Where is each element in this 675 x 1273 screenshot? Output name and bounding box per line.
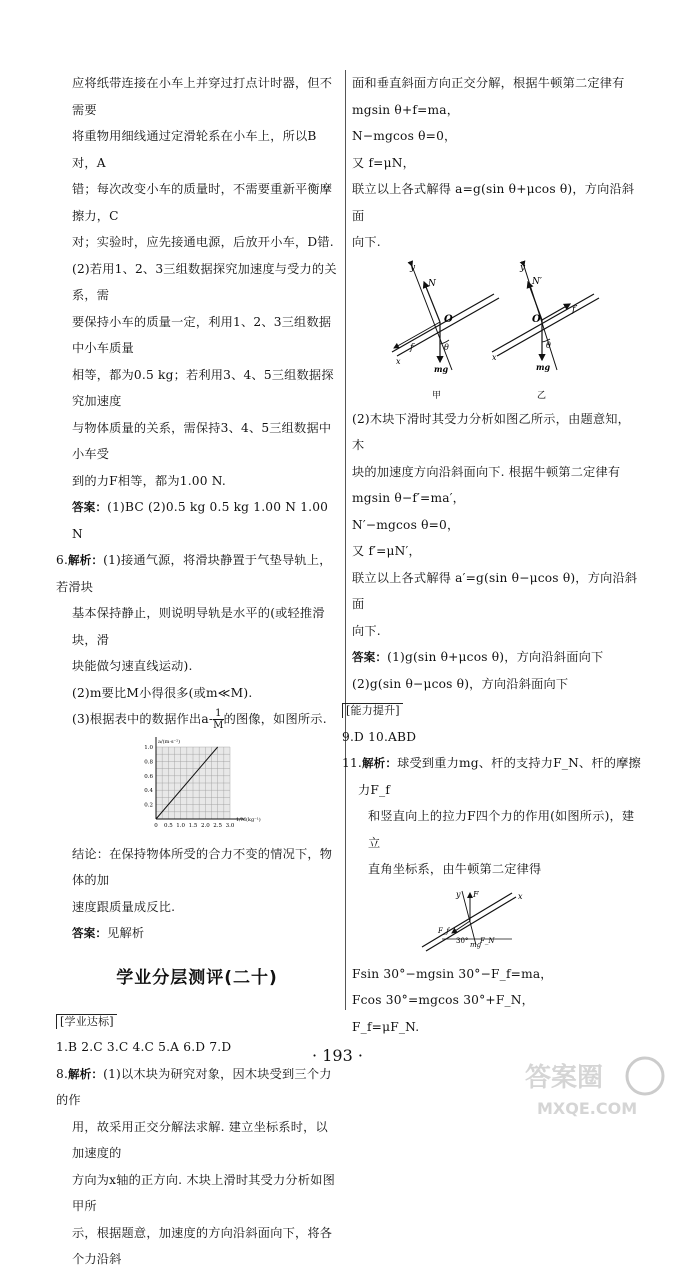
text-line: 示，根据题意，加速度的方向沿斜面向下，将各个力沿斜 [72,1225,333,1266]
x-tick-label: 1.0 [176,822,186,829]
a-vs-inverse-mass-chart [56,735,338,835]
force-label-f-prime: f′ [572,304,578,315]
y-axis-label: y [456,889,461,899]
equation: N−mgcos θ=0， [352,129,457,143]
text-line: 联立以上各式解得 a′=g(sin θ−μcos θ)，方向沿斜面 [352,570,638,611]
text-line: 错；每次改变小车的质量时，不需要重新平衡摩擦力，C [72,182,333,223]
analysis-label: 解析： [361,756,398,770]
text-line: (2)m要比M小得很多(或m≪M). [72,685,253,700]
answer-text: 见解析 [107,926,145,940]
force-label-mg: mg [470,940,482,949]
text: (1)以木块为研究对象，因木块受到三个力的作 [56,1066,332,1107]
text-line: 联立以上各式解得 a=g(sin θ+μcos θ)，方向沿斜面 [352,182,635,223]
figure-caption-jia: 甲 [432,390,442,401]
q8-number: 8. [56,1066,69,1081]
force-label-f: F [473,889,479,899]
force-diagram-q11 [352,887,642,957]
origin-label: O [532,313,541,325]
angle-label: θ [546,340,551,350]
text-line: 相等，都为0.5 kg；若利用3、4、5三组数据探究加速度 [72,367,334,408]
text-line: 块的加速度方向沿斜面向下. 根据牛顿第二定律有 [352,464,621,479]
answer-label: 答案： [72,500,108,514]
q6-line [56,547,338,600]
x-tick-label: 1.5 [188,822,198,829]
y-axis-label: y [410,262,416,273]
x-tick-label: 0 [154,822,158,829]
text: (1)接通气源，将滑块静置于气垫导轨上，若滑块 [56,553,332,594]
answer-line: (2)g(sin θ−μcos θ)，方向沿斜面向下 [352,676,569,691]
x-axis-label: 1/M(kg⁻¹) [236,816,261,823]
equation: mgsin θ+f=ma， [352,102,460,117]
page-number: · 193 · [312,1046,363,1065]
x-tick-label: 2.5 [213,822,223,829]
y-tick-label: 0.4 [144,787,153,794]
text-line: 将重物用细线通过定滑轮系在小车上，所以B对，A [72,129,317,170]
text-line: 要保持小车的质量一定，利用1、2、3三组数据中小车质量 [72,314,332,355]
text: 球受到重力mg、杆的支持力F_N、杆的摩擦力F_f [358,756,641,797]
text-line [56,706,338,733]
angle-label: 30° [456,936,469,945]
force-label-mg: mg [536,361,551,372]
left-column [56,70,338,1273]
x-axis-label: x [492,352,497,362]
text-line: 和竖直向上的拉力F四个力的作用(如图所示)，建立 [368,809,635,850]
answer-line [56,920,338,947]
analysis-label: 解析： [68,1066,104,1081]
x-axis-label: x [396,356,401,366]
answer-label: 答案： [72,926,108,940]
angle-label: θ [444,342,449,352]
force-label-fn: F_N [480,936,495,945]
answer-line [56,494,338,547]
text-line: 直角坐标系，由牛顿第二定律得 [368,862,542,876]
y-tick-label: 0.6 [144,773,153,780]
svg-text:MXQE.COM: MXQE.COM [537,1099,638,1118]
text-line: 向下. [352,623,381,638]
force-label-mg: mg [434,363,449,374]
tag-line [56,1008,338,1035]
figure-caption-yi: 乙 [537,390,547,401]
column-divider [345,70,346,1010]
y-tick-label: 0.2 [144,802,153,809]
text-line: (2)若用1、2、3三组数据探究加速度与受力的关系，需 [72,261,337,302]
text-line: 对；实验时，应先接通电源，后放开小车，D错. [72,235,334,249]
force-label-f: f [410,342,414,353]
equation: mgsin θ−f′=ma′， [352,491,466,505]
diagram-yi [492,263,599,401]
equation: 又 f′=μN′， [352,544,421,558]
text-line: 应将纸带连接在小车上并穿过打点计时器，但不需要 [72,76,333,117]
section-title: 学业分层测评(二十) [116,967,278,988]
text: 的图像，如图所示. [223,712,327,726]
right-column [342,70,642,1040]
text: (3)根据表中的数据作出a- [72,712,214,726]
equation: F_f=μF_N. [352,1019,420,1034]
x-tick-label: 2.0 [200,822,210,829]
y-tick-label: 1.0 [144,744,153,751]
answer-text: (1)g(sin θ+μcos θ)，方向沿斜面向下 [387,650,604,664]
equation: N′−mgcos θ=0， [352,517,460,532]
analysis-label: 解析： [68,553,104,567]
fraction-numerator: 1 [215,708,222,719]
fraction-denominator: M [213,720,224,731]
force-label-n: N [428,278,436,289]
answer-line: 9.D 10.ABD [342,729,417,744]
q11-number: 11. [342,756,362,770]
equation: 又 f=μN， [352,155,415,170]
answer-line [352,644,642,671]
text-line: 块能做匀速直线运动). [72,659,193,673]
text-line: (2)木块下滑时其受力分析如图乙所示，由题意知，木 [352,411,631,452]
text-line: 到的力F相等，都为1.00 N. [72,473,226,488]
multiple-choice-answers: 1.B 2.C 3.C 4.C 5.A 6.D 7.D [56,1040,232,1054]
y-tick-label: 0.8 [144,758,153,765]
text-line: 结论：在保持物体所受的合力不变的情况下，物体的加 [72,846,333,887]
q6-number: 6. [56,553,69,567]
q8-line [56,1061,338,1114]
q11-line [342,750,642,803]
text-line: 向下. [352,235,381,249]
equation: Fcos 30°=mgcos 30°+F_N， [352,993,535,1007]
force-diagrams-jia-yi [352,260,642,402]
section-tag: [能力提升] [342,703,403,718]
equation: Fsin 30°−mgsin 30°−F_f=ma， [352,966,553,981]
text-line: 用，故采用正交分解法求解. 建立坐标系时，以加速度的 [72,1119,328,1160]
fraction [213,708,223,731]
x-tick-label: 3.0 [225,822,235,829]
x-tick-label: 0.5 [163,822,173,829]
watermark-logo [517,1052,667,1122]
y-axis-label: a/(m·s⁻²) [158,738,181,745]
text-line: 面和垂直斜面方向正交分解，根据牛顿第二定律有 [352,76,625,90]
diagram-jia [392,263,499,401]
y-axis-label: y [520,262,526,273]
text-line: 基本保持静止，则说明导轨是水平的(或轻推滑块，滑 [72,606,325,647]
text-line: 方向为x轴的正方向. 木块上滑时其受力分析如图甲所 [72,1172,335,1213]
answer-text: (1)BC (2)0.5 kg 0.5 kg 1.00 N 1.00 N [72,500,329,541]
x-axis-label: x [518,891,523,901]
origin-label: O [444,313,453,325]
answer-label: 答案： [352,650,388,664]
tag-line [342,697,642,724]
text-line: 与物体质量的关系，需保持3、4、5三组数据中小车受 [72,420,332,461]
text-line: 速度跟质量成反比. [72,899,176,914]
force-label-n-prime: N′ [532,276,542,287]
section-tag: [学业达标] [56,1014,117,1029]
svg-text:答案圈: 答案圈 [525,1063,604,1093]
force-label-ff: F_f [438,926,449,935]
